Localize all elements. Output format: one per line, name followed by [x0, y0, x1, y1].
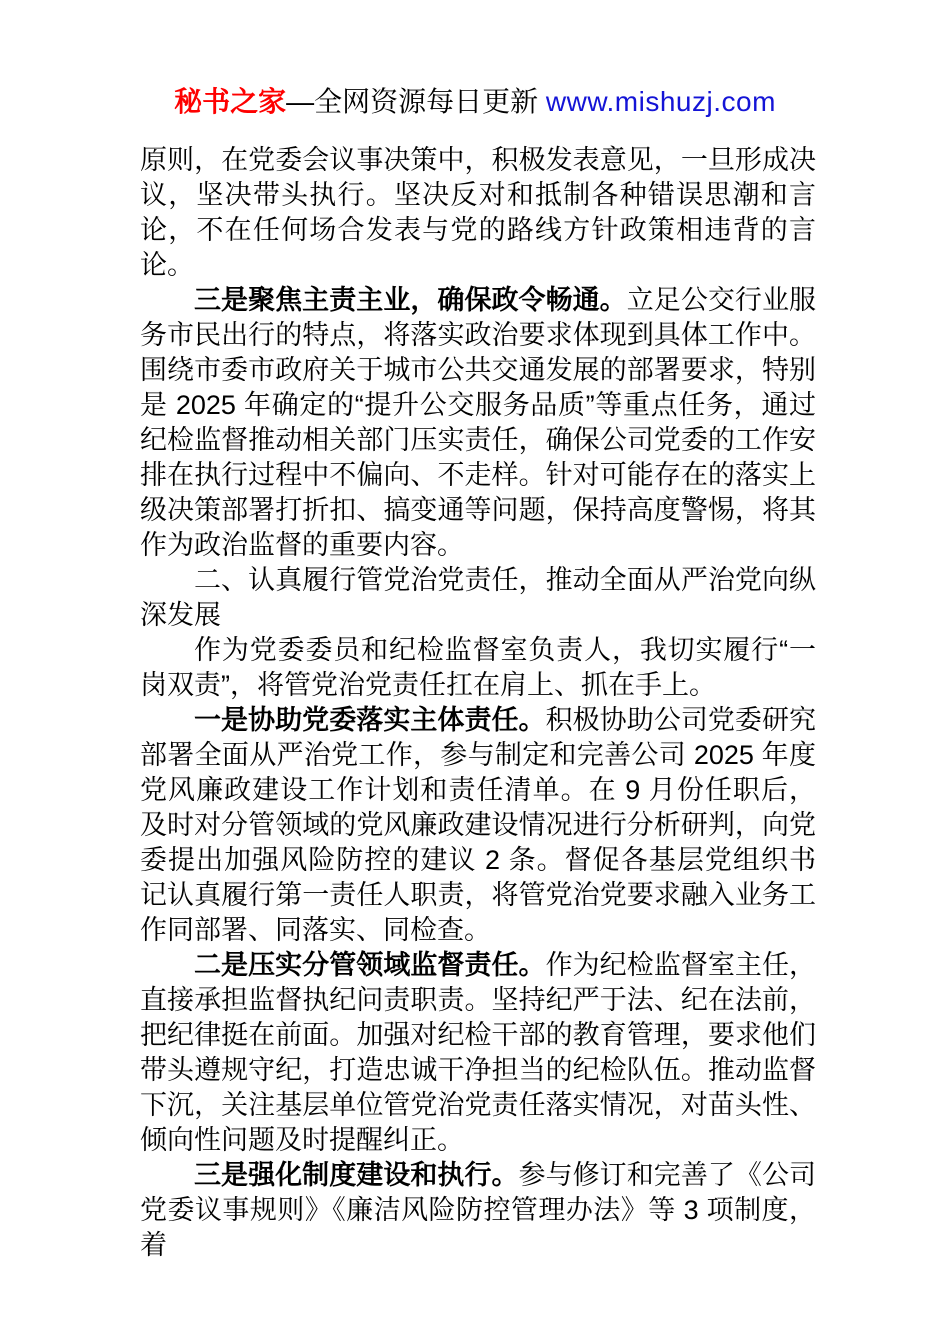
site-url-link[interactable]: www.mishuzj.com [545, 86, 776, 117]
paragraph-lead-bold: 三是强化制度建设和执行。 [194, 1160, 519, 1190]
paragraph [140, 143, 816, 283]
header-tagline: 全网资源每日更新 [314, 86, 539, 117]
paragraph-text: 参与修订和完善了《公司党委议事规则》《廉洁风险防控管理办法》等 3 项制度，着 [140, 1160, 817, 1260]
paragraph [140, 633, 816, 703]
paragraph [140, 563, 816, 633]
paragraph [140, 948, 816, 1158]
paragraph [140, 283, 816, 563]
header-separator: — [286, 86, 315, 117]
paragraph-lead-bold: 一是协助党委落实主体责任。 [194, 705, 546, 735]
paragraph-lead-bold: 二是压实分管领域监督责任。 [194, 950, 546, 980]
document-body [140, 143, 816, 1263]
paragraph-lead-bold: 三是聚焦主责主业，确保政令畅通。 [194, 285, 627, 315]
paragraph-text: 立足公交行业服务市民出行的特点，将落实政治要求体现到具体工作中。围绕市委市政府关于城市公共交通发展的部署要求，特别是 2025 年确定的“提升公交服务品质”等重点任务，通过纪检监督推动相关部门压实责任，确保公司党委的工作安排在执行过程中不偏向、不走样。针对可能存在的落实上级决策部署打折扣、搞变通等问题，保持高度警惕，将其作为政治监督的重要内容。 [140, 285, 817, 560]
site-header [0, 84, 950, 120]
paragraph-text: 作为纪检监督室主任，直接承担监督执纪问责职责。坚持纪严于法、纪在法前，把纪律挺在前面。加强对纪检干部的教育管理，要求他们带头遵规守纪，打造忠诚干净担当的纪检队伍。推动监督下沉，关注基层单位管党治党责任落实情况，对苗头性、倾向性问题及时提醒纠正。 [140, 950, 817, 1155]
paragraph-text: 原则，在党委会议事决策中，积极发表意见，一旦形成决议，坚决带头执行。坚决反对和抵制各种错误思潮和言论，不在任何场合发表与党的路线方针政策相违背的言论。 [140, 145, 816, 280]
paragraph [140, 1158, 816, 1263]
site-name: 秘书之家 [174, 86, 287, 117]
paragraph-text: 作为党委委员和纪检监督室负责人，我切实履行“一岗双责”，将管党治党责任扛在肩上、抓在手上。 [140, 635, 816, 700]
paragraph-text: 积极协助公司党委研究部署全面从严治党工作，参与制定和完善公司 2025 年度党风廉政建设工作计划和责任清单。在 9 月份任职后，及时对分管领域的党风廉政建设情况进行分析研判，向党委提出加强风险防控的建议 2 条。督促各基层党组织书记认真履行第一责任人职责，将管党治党要求融入业务工作同部署、同落实、同检查。 [140, 705, 817, 945]
paragraph-text: 二、认真履行管党治党责任，推动全面从严治党向纵深发展 [140, 565, 816, 630]
paragraph [140, 703, 816, 948]
